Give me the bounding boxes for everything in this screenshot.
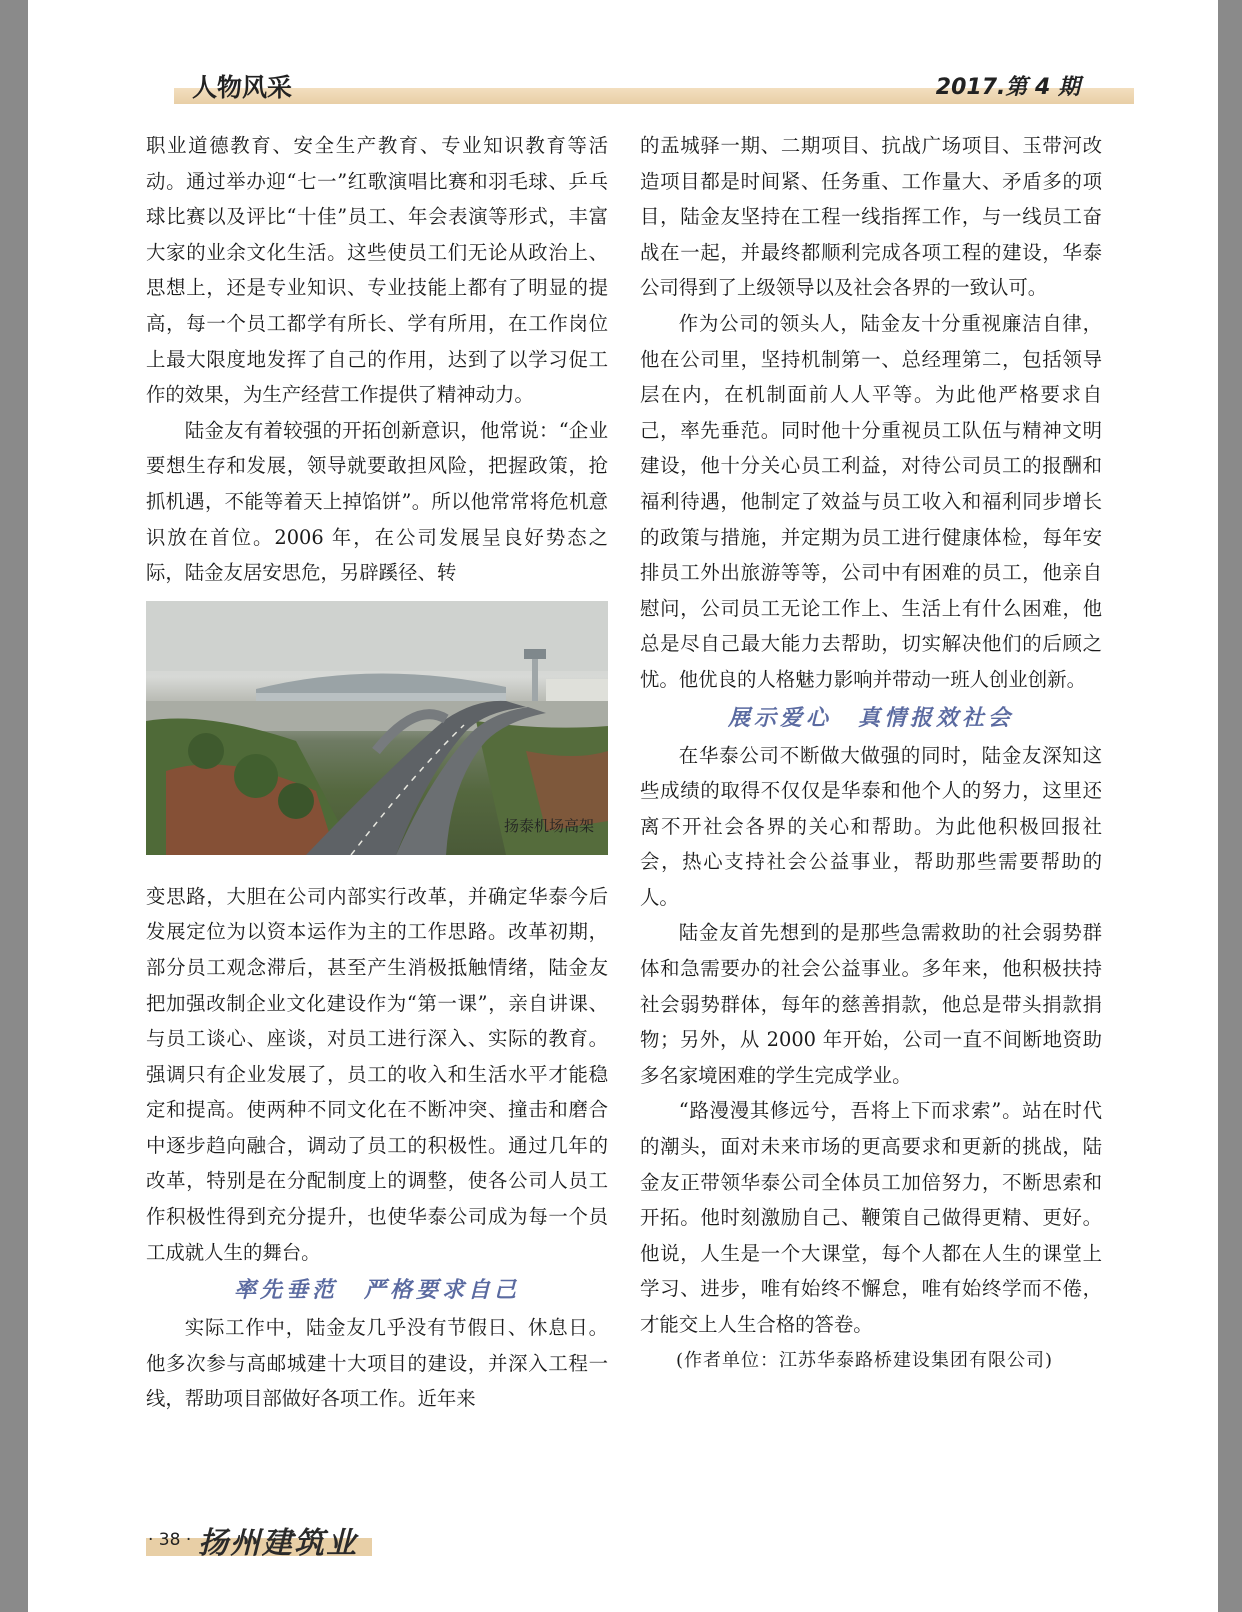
paragraph: 职业道德教育、安全生产教育、专业知识教育等活动。通过举办迎“七一”红歌演唱比赛和羽毛球、乒乓球比赛以及评比“十佳”员工、年会表演等形式，丰富大家的业余文化生活。这些使员工们无论从政治上、思想上，还是专业知识、专业技能上都有了明显的提高，每一个员工都学有所长、学有所用，在工作岗位上最大限度地发挥了自己的作用，达到了以学习促工作的效果，为生产经营工作提供了精神动力。	[146, 134, 608, 407]
magazine-logo: 扬州建筑业	[198, 1526, 358, 1561]
airport-photo	[146, 601, 608, 855]
section-subheading: 展示爱心 真情报效社会	[727, 704, 1014, 731]
paragraph: 作为公司的领头人，陆金友十分重视廉洁自律，他在公司里，坚持机制第一、总经理第二，包括领导层在内，在机制面前人人平等。为此他严格要求自己，率先垂范。同时他十分重视员工队伍与精神文明建设，他十分关心员工利益，对待公司员工的报酬和福利待遇，他制定了效益与员工收入和福利同步增长的政策与措施，并定期为员工进行健康体检，每年安排员工外出旅游等等，公司中有困难的员工，他亲自慰问，公司员工无论工作上、生活上有什么困难，他总是尽自己最大能力去帮助，切实解决他们的后顾之忧。他优良的人格魅力影响并带动一班人创业创新。	[640, 311, 1102, 691]
page-number: · 38 ·	[148, 1530, 192, 1550]
paragraph: 陆金友有着较强的开拓创新意识，他常说：“企业要想生存和发展，领导就要敢担风险，把握政策，抢抓机遇，不能等着天上掉馅饼”。所以他常常将危机意识放在首位。2006 年，在公司发展呈良好势态之际，陆金友居安思危，另辟蹊径、转	[146, 418, 608, 585]
section-title: 人物风采	[192, 73, 293, 102]
paragraph: 的盂城驿一期、二期项目、抗战广场项目、玉带河改造项目都是时间紧、任务重、工作量大、矛盾多的项目，陆金友坚持在工程一线指挥工作，与一线员工奋战在一起，并最终都顺利完成各项工程的建设，华泰公司得到了上级领导以及社会各界的一致认可。	[640, 134, 1102, 300]
left-column	[146, 128, 608, 1417]
section-subheading: 率先垂范 严格要求自己	[233, 1277, 520, 1304]
issue-label: 2017.第 4 期	[935, 75, 1080, 100]
author-affiliation: (作者单位：江苏华泰路桥建设集团有限公司)	[676, 1349, 1054, 1371]
photo-caption: 扬泰机场高架	[503, 817, 594, 836]
right-column	[640, 128, 1102, 1378]
paragraph: 实际工作中，陆金友几乎没有节假日、休息日。他多次参与高邮城建十大项目的建设，并深入工程一线，帮助项目部做好各项工作。近年来	[146, 1316, 608, 1411]
paragraph: “路漫漫其修远兮，吾将上下而求索”。站在时代的潮头，面对未来市场的更高要求和更新的挑战，陆金友正带领华泰公司全体员工加倍努力，不断思索和开拓。他时刻激励自己、鞭策自己做得更精、更好。他说，人生是一个大课堂，每个人都在人生的课堂上学习、进步，唯有始终不懈怠，唯有始终学而不倦，才能交上人生合格的答卷。	[640, 1099, 1102, 1336]
paragraph: 陆金友首先想到的是那些急需救助的社会弱势群体和急需要办的社会公益事业。多年来，他积极扶持社会弱势群体，每年的慈善捐款，他总是带头捐款捐物；另外，从 2000 年开始，公司一直不间断地资助多名家境困难的学生完成学业。	[640, 921, 1102, 1087]
paragraph: 变思路，大胆在公司内部实行改革，并确定华泰今后发展定位为以资本运作为主的工作思路。改革初期，部分员工观念滞后，甚至产生消极抵触情绪，陆金友把加强改制企业文化建设作为“第一课”，亲自讲课、与员工谈心、座谈，对员工进行深入、实际的教育。强调只有企业发展了，员工的收入和生活水平才能稳定和提高。使两种不同文化在不断冲突、撞击和磨合中逐步趋向融合，调动了员工的积极性。通过几年的改革，特别是在分配制度上的调整，使各公司人员工作积极性得到充分提升，也使华泰公司成为每一个员工成就人生的舞台。	[146, 884, 608, 1264]
paragraph: 在华泰公司不断做大做强的同时，陆金友深知这些成绩的取得不仅仅是华泰和他个人的努力，这里还离不开社会各界的关心和帮助。为此他积极回报社会，热心支持社会公益事业，帮助那些需要帮助的人。	[640, 743, 1102, 909]
